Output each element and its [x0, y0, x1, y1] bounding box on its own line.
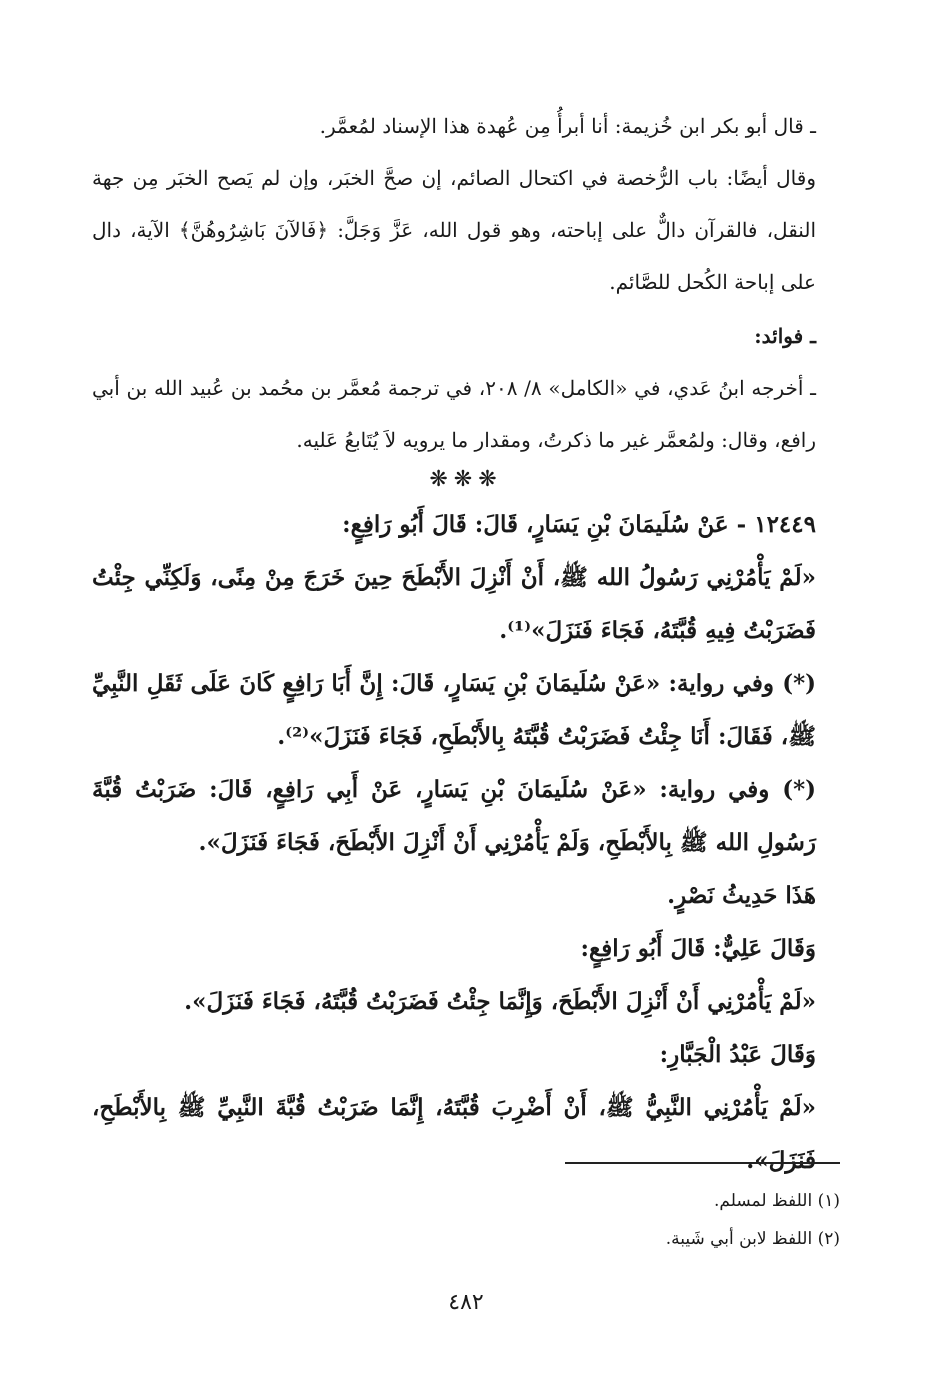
- hadith-12449: [92, 498, 840, 1187]
- footnote-2: (٢) اللفظ لابن أبي شَيبة.: [665, 1229, 840, 1249]
- hadith-ali-text: «لَمْ يَأْمُرْنِي أَنْ أَنْزِلَ الأَبْطَحَ، وَإِنَّمَا جِئْتُ فَضَرَبْتُ قُبَّتَهُ، فَجَاءَ فَنَزَلَ».: [184, 988, 816, 1015]
- text-paragraph: ـ أخرجه ابنُ عَدي، في «الكامل» ٨/ ٢٠٨، في ترجمة مُعمَّر بن محُمد بن عُبيد الله بن أبي رافع، وقال: ولمُعمَّر غير ما ذكرتُ، ومقدار ما يرويه لاَ يُتَابعُ عَليه.: [92, 376, 816, 452]
- paragraph-ibn-adi: [92, 362, 840, 466]
- footnotes: [92, 1182, 840, 1258]
- footnote-divider: [565, 1162, 840, 1164]
- hadith-matn: «لَمْ يَأْمُرْنِي رَسُولُ الله ﷺ، أَنْ أَنْزِلَ الأَبْطَحَ حِينَ خَرَجَ مِنْ مِنًى، وَلَكِنِّي جِئْتُ فَضَرَبْتُ فِيهِ قُبَّتَهُ، فَجَاءَ فَنَزَلَ»⁽¹⁾.: [92, 564, 816, 644]
- hadith-isnad: ١٢٤٤٩ - عَنْ سُلَيمَانَ بْنِ يَسَارٍ، قَالَ: قَالَ أَبُو رَافِعٍ:: [342, 511, 816, 538]
- riwayah-1: (*) وفي رواية: «عَنْ سُلَيمَانَ بْنِ يَسَارٍ، قَالَ: إِنَّ أَبَا رَافِعٍ كَانَ عَلَى ثَقَلِ النَّبِيِّ ﷺ، فَقَالَ: أَنَا جِئْتُ فَضَرَبْتُ قُبَّتَهُ بِالأَبْطَحِ، فَجَاءَ فَنَزَلَ»⁽²⁾.: [92, 670, 816, 750]
- stars-divider: ❋❋❋: [429, 467, 503, 492]
- text-line: ـ قال أبو بكر ابن خُزيمة: أنا أبرأُ مِن عُهدة هذا الإسناد لمُعمَّر.: [319, 114, 816, 138]
- text-paragraph: وقال أيضًا: باب الرُّخصة في اكتحال الصائم، إن صحَّ الخبَر، وإن لم يَصح الخبَر مِن جهة النقل، فالقرآن دالٌّ على إباحته، وهو قول الله، عَزَّ وَجَلَّ: ﴿فَالآنَ بَاشِرُوهُنَّ﴾ الآية، دال على إباحة الكُحل للصَّائم.: [92, 166, 816, 294]
- fawaid-heading-block: [92, 310, 840, 362]
- hadith-ali-intro: وَقَالَ عَلِيٌّ: قَالَ أَبُو رَافِعٍ:: [580, 935, 816, 962]
- hadith-note: هَذَا حَدِيثُ نَصْرٍ.: [667, 882, 816, 909]
- paragraph-ibn-khuzaymah: [92, 100, 840, 152]
- riwayah-2: (*) وفي رواية: «عَنْ سُلَيمَانَ بْنِ يَسَارٍ، عَنْ أَبِي رَافِعٍ، قَالَ: ضَرَبْتُ قُبَّةَ رَسُولِ الله ﷺ بِالأَبْطَحِ، وَلَمْ يَأْمُرْنِي أَنْ أَنْزِلَ الأَبْطَحَ، فَجَاءَ فَنَزَلَ».: [92, 776, 816, 856]
- page-number: ٤٨٢: [448, 1290, 484, 1315]
- hadith-abduljabbar-text: «لَمْ يَأْمُرْنِي النَّبِيُّ ﷺ، أَنْ أَضْرِبَ قُبَّتَهُ، إِنَّمَا ضَرَبْتُ قُبَّةَ النَّبِيِّ ﷺ بِالأَبْطَحِ، فَنَزَلَ».: [92, 1094, 816, 1174]
- hadith-abduljabbar-intro: وَقَالَ عَبْدُ الْجَبَّارِ:: [659, 1041, 816, 1068]
- book-page: [92, 100, 840, 1340]
- section-heading: ـ فوائد:: [754, 324, 816, 348]
- paragraph-kohl-chapter: [92, 152, 840, 308]
- footnote-1: (١) اللفظ لمسلم.: [713, 1191, 840, 1211]
- separator-stars: [92, 460, 840, 500]
